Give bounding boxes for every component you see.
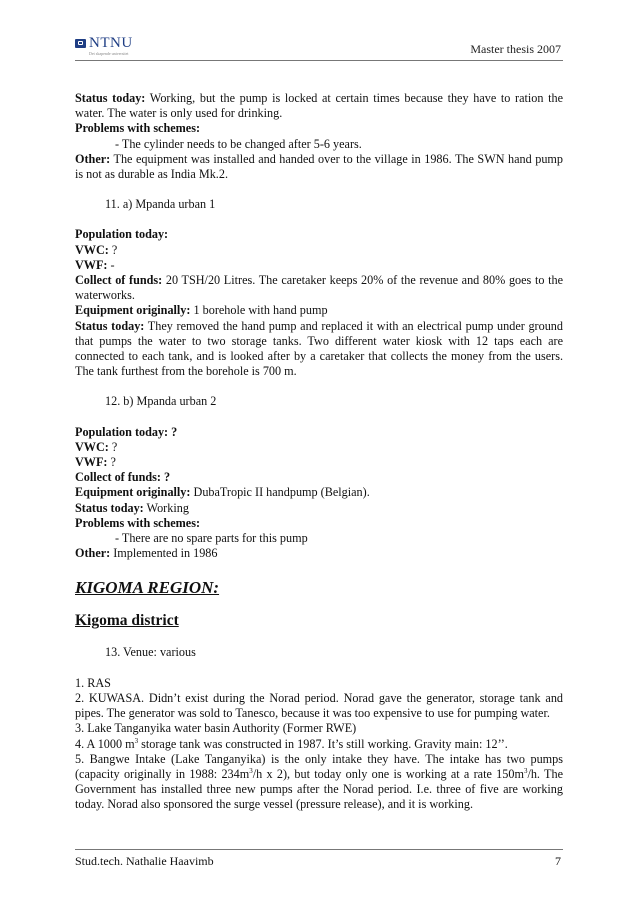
ntnu-logo-icon <box>75 39 86 48</box>
field-label: Other: <box>75 151 111 166</box>
logo-subtitle: Det skapende universitet <box>89 51 129 56</box>
superscript: 3 <box>134 736 139 745</box>
field-value: - <box>107 257 115 272</box>
field-value: The equipment was installed and handed over to the village in 1986. The SWN hand pump is not as durable as India Mk.2. <box>75 151 563 182</box>
field-label: Collect of funds: ? <box>75 470 171 485</box>
field-label: Population today: <box>75 227 169 242</box>
district-title: Kigoma district <box>75 612 179 630</box>
field-value: 20 TSH/20 Litres. The caretaker keeps 20% of the revenue and 80% goes to the waterworks. <box>75 273 563 303</box>
equipment-line <box>75 485 563 500</box>
field-value: ? <box>107 455 116 470</box>
field-label: Population today: ? <box>75 424 178 439</box>
document-body <box>75 91 563 813</box>
field-value: Working <box>143 500 189 515</box>
problem-item: - The cylinder needs to be changed after 5-6 years. <box>115 136 362 151</box>
field-value: Implemented in 1986 <box>110 546 218 561</box>
status-paragraph <box>75 91 563 121</box>
superscript: 3 <box>523 766 528 775</box>
vwf-line <box>75 455 563 470</box>
page-number: 7 <box>555 854 561 868</box>
field-label: Equipment originally: <box>75 485 191 500</box>
problems-heading <box>75 516 563 531</box>
problem-item: - There are no spare parts for this pump <box>115 531 308 546</box>
page-header <box>75 30 563 61</box>
field-label: Problems with schemes: <box>75 515 201 530</box>
other-paragraph <box>75 152 563 182</box>
field-label: VWC: <box>75 439 109 454</box>
ntnu-logo <box>75 36 133 56</box>
field-label: VWF: <box>75 257 108 272</box>
field-label: Other: <box>75 546 111 561</box>
footer-author: Stud.tech. Nathalie Haavimb <box>75 854 214 868</box>
funds-paragraph <box>75 273 563 303</box>
field-value: 1 borehole with hand pump <box>190 303 328 318</box>
field-value: Working, but the pump is locked at certain times because they have to ration the water. The water is only used for drinking. <box>75 91 564 121</box>
field-label: Collect of funds: <box>75 273 163 288</box>
section-heading-11: 11. a) Mpanda urban 1 <box>105 197 216 212</box>
population-line <box>75 425 563 440</box>
page-footer <box>75 849 563 870</box>
field-label: VWF: <box>75 455 108 470</box>
header-title: Master thesis 2007 <box>470 42 561 56</box>
section-heading-12: 12. b) Mpanda urban 2 <box>105 394 217 409</box>
list-item <box>75 737 563 752</box>
funds-line <box>75 470 563 485</box>
list-item <box>75 752 563 813</box>
field-value: ? <box>108 439 118 454</box>
field-label: Status today: <box>75 318 145 333</box>
text-fragment: 4. A 1000 m <box>75 736 135 751</box>
field-label: Equipment originally: <box>75 303 191 318</box>
status-paragraph <box>75 319 563 380</box>
list-item: 2. KUWASA. Didn’t exist during the Norad period. Norad gave the generator, storage tank and pipes. The generator was sold to Tanesco, because it was too expensive to use for pumping water. <box>75 690 563 721</box>
field-value: They removed the hand pump and replaced it with an electrical pump under ground that pumps the water to two storage tanks. Two different water kiosk with 12 taps each are connected to each tank, and is looked after by a caretaker that collects the money from the users. The tank furthest from the borehole is 700 m. <box>75 318 563 379</box>
list-item: 1. RAS <box>75 675 111 690</box>
equipment-line <box>75 303 563 318</box>
text-fragment: 5. Bangwe Intake (Lake Tanganyika) is the only intake they have. The intake has two pumps (capacity originally in 1988: 234m <box>75 751 563 781</box>
field-label: Problems with schemes: <box>75 121 201 136</box>
field-value: DubaTropic II handpump (Belgian). <box>190 485 370 500</box>
problems-heading <box>75 121 563 136</box>
status-line <box>75 501 563 516</box>
other-line <box>75 546 563 561</box>
field-label: Status today: <box>75 91 146 105</box>
field-label: Status today: <box>75 500 144 515</box>
vwf-line <box>75 258 563 273</box>
vwc-line <box>75 440 563 455</box>
population-line <box>75 227 563 242</box>
list-item: 3. Lake Tanganyika water basin Authority (Former RWE) <box>75 721 357 736</box>
text-fragment: /h. The Government has installed three new pumps after the Norad period. I.e. three of five are working today. Norad also sponsored the surge vessel (pressure release), and it is working. <box>75 766 564 812</box>
superscript: 3 <box>249 766 253 775</box>
field-label: VWC: <box>75 242 109 257</box>
logo-name: NTNU <box>89 35 133 51</box>
vwc-line <box>75 243 563 258</box>
text-fragment: storage tank was constructed in 1987. It’s still working. Gravity main: 12’’. <box>138 736 508 751</box>
section-heading-13: 13. Venue: various <box>105 645 196 660</box>
region-title: KIGOMA REGION: <box>75 578 220 598</box>
field-value: ? <box>108 242 118 257</box>
text-fragment: /h x 2), but today only one is working at a rate 150m <box>252 766 524 781</box>
